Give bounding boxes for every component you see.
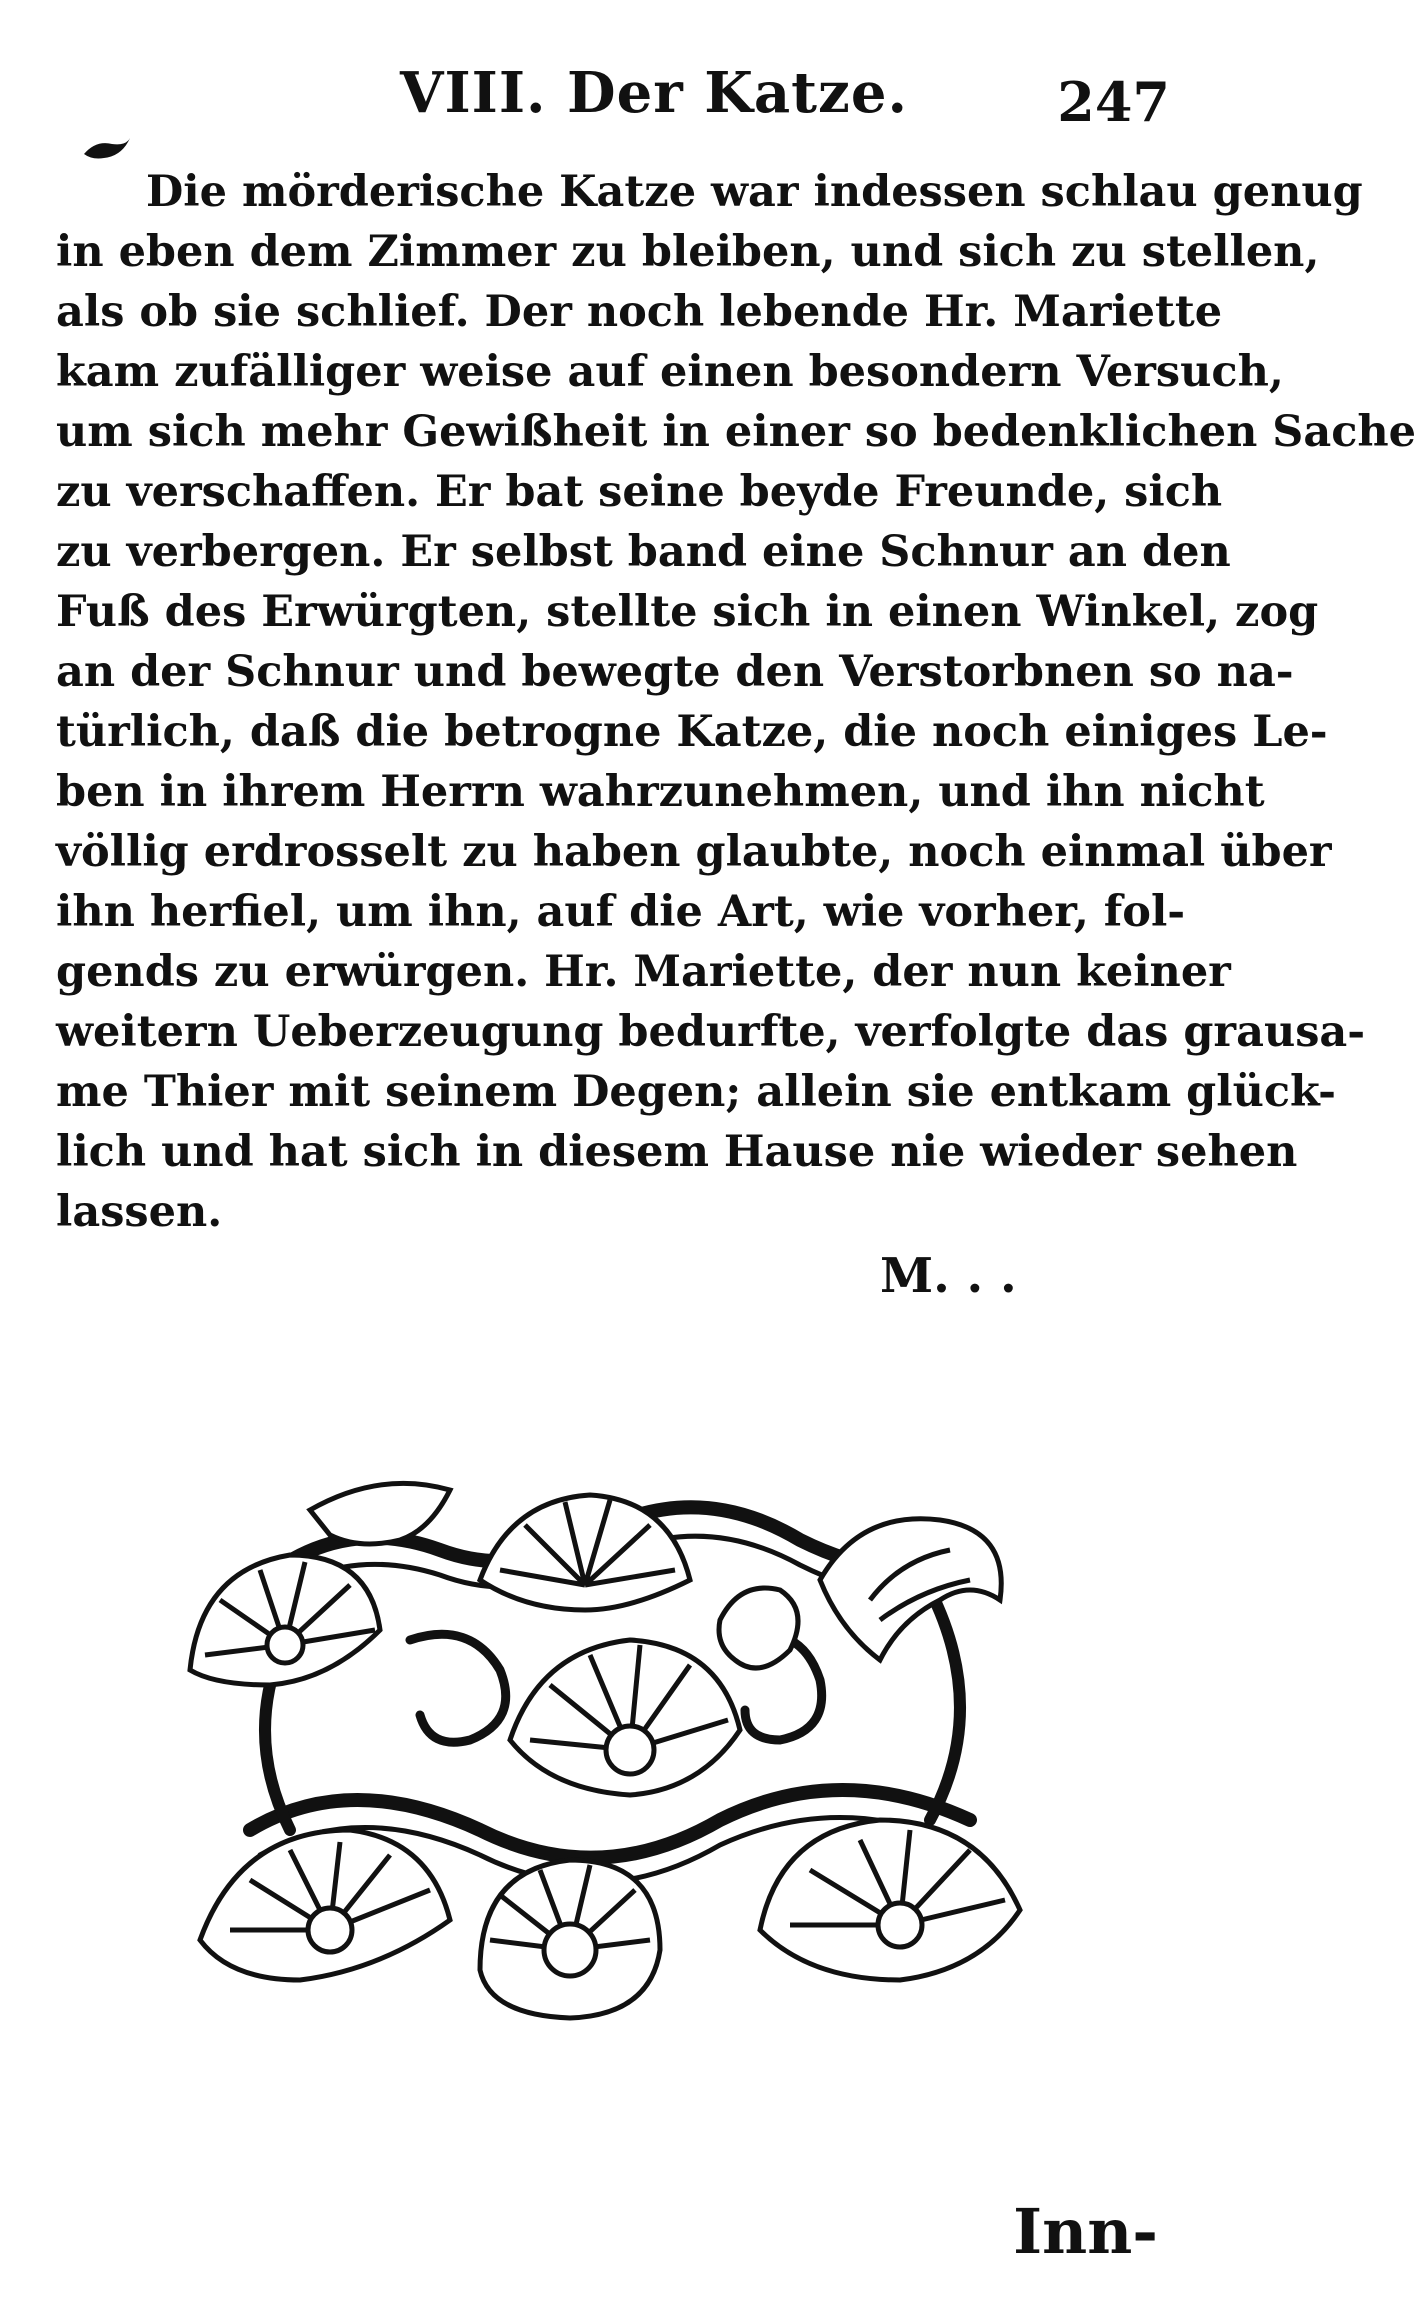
body-paragraph	[56, 162, 1416, 1242]
text-line: um sich mehr Gewißheit in einer so bedenklichen Sache	[56, 407, 1416, 457]
text-line: an der Schnur und bewegte den Verstorbnen so na-	[56, 647, 1294, 697]
text-line: lassen.	[56, 1187, 223, 1237]
text-line: ihn herfiel, um ihn, auf die Art, wie vorher, fol-	[56, 887, 1186, 937]
text-line: me Thier mit seinem Degen; allein sie entkam glück-	[56, 1067, 1336, 1117]
text-line: kam zufälliger weise auf einen besondern Versuch,	[56, 347, 1284, 397]
ink-smudge-icon	[82, 136, 132, 162]
text-line: ben in ihrem Herrn wahrzunehmen, und ihn nicht	[56, 767, 1265, 817]
text-line: als ob sie schlief. Der noch lebende Hr. Mariette	[56, 287, 1223, 337]
text-line: lich und hat sich in diesem Hause nie wieder sehen	[56, 1127, 1298, 1177]
page-number: 247	[1057, 70, 1170, 134]
rococo-shell-vignette-icon	[180, 1470, 1040, 2030]
text-line: zu verschaffen. Er bat seine beyde Freunde, sich	[56, 467, 1223, 517]
catchword-bottom: Inn-	[1013, 2195, 1158, 2268]
text-line: Fuß des Erwürgten, stellte sich in einen Winkel, zog	[56, 587, 1319, 637]
text-line: zu verbergen. Er selbst band eine Schnur an den	[56, 527, 1231, 577]
catchword-top: M. . .	[880, 1248, 1017, 1304]
text-line: völlig erdrosselt zu haben glaubte, noch einmal über	[56, 827, 1332, 877]
running-head: VIII. Der Katze.	[400, 60, 908, 126]
text-line: weitern Ueberzeugung bedurfte, verfolgte das grausa-	[56, 1007, 1366, 1057]
page-header	[60, 52, 1170, 142]
text-line: Die mörderische Katze war indessen schlau genug	[146, 167, 1363, 217]
text-line: gends zu erwürgen. Hr. Mariette, der nun keiner	[56, 947, 1231, 997]
text-line: türlich, daß die betrogne Katze, die noch einiges Le-	[56, 707, 1328, 757]
text-line: in eben dem Zimmer zu bleiben, und sich zu stellen,	[56, 227, 1320, 277]
